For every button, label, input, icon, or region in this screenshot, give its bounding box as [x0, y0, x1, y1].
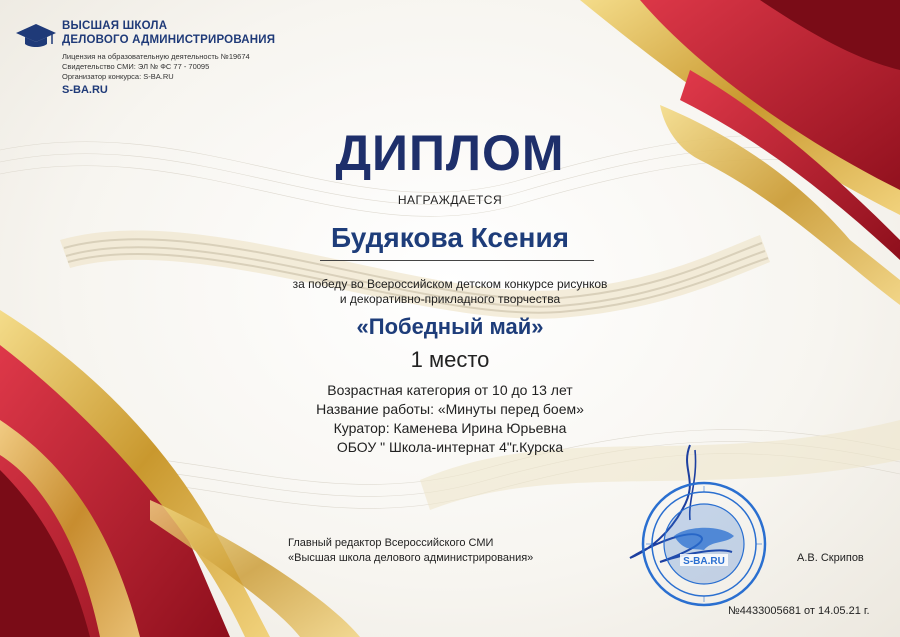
- editor-line2: «Высшая школа делового администрирования»: [288, 552, 534, 564]
- age-category: Возрастная категория от 10 до 13 лет: [327, 382, 573, 398]
- license-text: Лицензия на образовательную деятельность №19674: [62, 52, 250, 61]
- organization-name-line2: ДЕЛОВОГО АДМИНИСТРИРОВАНИЯ: [62, 34, 276, 46]
- award-reason: [0, 277, 900, 307]
- diploma-details: [0, 381, 900, 457]
- recipient-name: Будякова Ксения: [330, 222, 569, 253]
- diploma-number: №4433005681 от 14.05.21 г.: [728, 605, 870, 617]
- organizer-text: Организатор конкурса: S-BA.RU: [62, 72, 174, 81]
- stamp-site-text: S-BA.RU: [683, 556, 725, 567]
- organization-site: S-BA.RU: [62, 84, 108, 96]
- place-text: 1 место: [410, 347, 490, 372]
- recipient-underline: [320, 260, 594, 261]
- organization-info: [62, 52, 250, 82]
- editor-line1: Главный редактор Всероссийского СМИ: [288, 537, 494, 549]
- diploma-title: ДИПЛОМ: [335, 125, 565, 181]
- award-reason-line1: за победу во Всероссийском детском конкурсе рисунков: [292, 277, 608, 291]
- signer-name: А.В. Скрипов: [797, 552, 864, 564]
- contest-name: «Победный май»: [356, 314, 544, 339]
- editor-block: [288, 536, 533, 566]
- award-reason-line2: и декоративно-прикладного творчества: [339, 292, 561, 306]
- school: ОБОУ " Школа-интернат 4"г.Курска: [336, 439, 564, 455]
- organization-name-line1: ВЫСШАЯ ШКОЛА: [62, 20, 168, 32]
- work-title: Название работы: «Минуты перед боем»: [316, 401, 584, 417]
- awarded-label: НАГРАЖДАЕТСЯ: [397, 193, 503, 207]
- curator: Куратор: Каменева Ирина Юрьевна: [333, 420, 567, 436]
- media-cert-text: Свидетельство СМИ: ЭЛ № ФС 77 - 70095: [62, 62, 210, 71]
- organization-name: [62, 19, 275, 47]
- graduation-cap-icon: [16, 22, 56, 50]
- official-stamp: [640, 480, 768, 608]
